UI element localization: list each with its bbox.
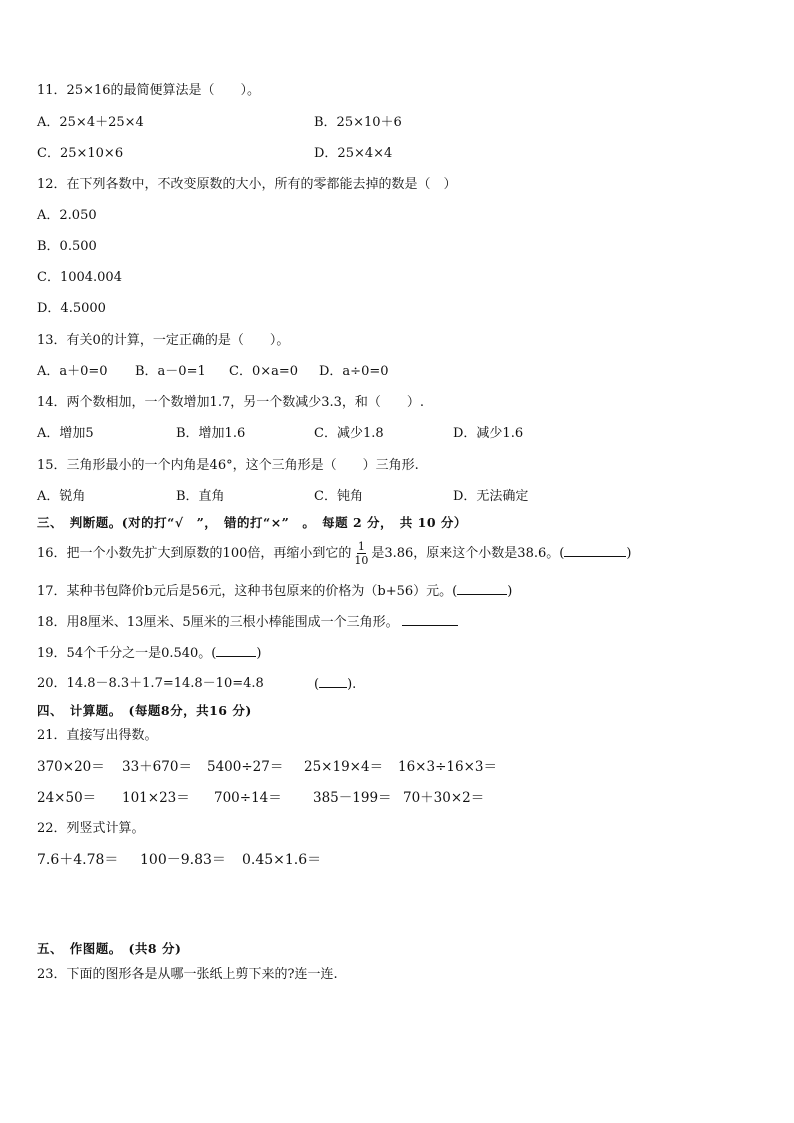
q13-option-d: D．a÷0=0: [319, 364, 389, 379]
q15-option-a: A．锐角: [37, 489, 86, 504]
q20-close-paren: ).: [347, 677, 357, 692]
q11-option-a: A．25×4＋25×4: [37, 115, 144, 130]
q13-option-b: B．a－0=1: [135, 364, 206, 379]
q22-item: 7.6＋4.78＝: [37, 852, 119, 868]
q20-answer-paren: [314, 675, 356, 694]
q22-item: 0.45×1.6＝: [242, 852, 322, 868]
q17-line: [37, 582, 512, 601]
q20-answer-blank[interactable]: [319, 675, 347, 688]
q14-option-a: A．增加5: [37, 426, 94, 441]
q15-option-b: B．直角: [176, 489, 225, 504]
q21-item: 24×50＝: [37, 790, 97, 806]
q12-option-b: B．0.500: [37, 239, 97, 254]
q16-frac-numerator: 1: [357, 540, 365, 553]
q12-option-a: A．2.050: [37, 208, 97, 223]
q23-stem: 23．下面的图形各是从哪一张纸上剪下来的?连一连.: [37, 967, 338, 982]
q19-answer-blank[interactable]: [216, 644, 256, 657]
q11-stem: 11．25×16的最简便算法是（ ）。: [37, 83, 261, 98]
q15-option-d: D．无法确定: [453, 489, 529, 504]
q12-option-c: C．1004.004: [37, 270, 122, 285]
q18-answer-blank[interactable]: [402, 613, 458, 626]
q20-text: 20．14.8－8.3＋1.7=14.8－10=4.8: [37, 676, 264, 691]
q18-line: [37, 613, 458, 632]
q21-item: 385－199＝: [313, 790, 392, 806]
q17-text: 17．某种书包降价b元后是56元，这种书包原来的价格为（b+56）元。(: [37, 584, 458, 599]
q21-item: 700÷14＝: [214, 790, 282, 806]
q14-option-c: C．减少1.8: [314, 426, 384, 441]
section4-heading: 四、 计算题。 (每题8分，共16 分): [37, 703, 252, 718]
q16-answer-blank[interactable]: [564, 544, 626, 557]
q13-option-a: A．a＋0=0: [37, 364, 108, 379]
q21-item: 370×20＝: [37, 759, 105, 775]
q14-stem: 14．两个数相加，一个数增加1.7，另一个数减少3.3，和（ ）.: [37, 395, 425, 410]
q16-text-before: 16．把一个小数先扩大到原数的100倍，再缩小到它的: [37, 546, 352, 561]
q12-option-d: D．4.5000: [37, 301, 106, 316]
q21-item: 101×23＝: [122, 790, 190, 806]
q14-option-b: B．增加1.6: [176, 426, 246, 441]
q16-frac-denominator: 10: [354, 554, 369, 567]
q11-option-c: C．25×10×6: [37, 146, 124, 161]
q14-option-d: D．减少1.6: [453, 426, 524, 441]
q11-option-d: D．25×4×4: [314, 146, 393, 161]
q22-item: 100－9.83＝: [140, 852, 226, 868]
q19-text: 19．54个千分之一是0.540。(: [37, 646, 217, 661]
q16-line: [37, 539, 631, 569]
q21-item: 16×3÷16×3＝: [398, 759, 497, 775]
section3-heading: 三、 判断题。(对的打“√ ”， 错的打“×” 。 每题 2 分， 共 10 分）: [37, 515, 467, 530]
q15-option-c: C．钝角: [314, 489, 363, 504]
q19-close-paren: ): [256, 646, 262, 661]
q11-option-b: B．25×10＋6: [314, 115, 402, 130]
q19-line: [37, 644, 261, 663]
q13-stem: 13．有关0的计算，一定正确的是（ ）。: [37, 333, 290, 348]
q16-close-paren: ): [626, 546, 632, 561]
q16-fraction: [353, 540, 369, 567]
section5-heading: 五、 作图题。 (共8 分): [37, 941, 182, 956]
q21-item: 25×19×4＝: [304, 759, 384, 775]
q21-stem: 21．直接写出得数。: [37, 728, 158, 743]
q18-text: 18．用8厘米、13厘米、5厘米的三根小棒能围成一个三角形。: [37, 615, 399, 630]
q12-stem: 12．在下列各数中，不改变原数的大小，所有的零都能去掉的数是（ ）: [37, 177, 457, 192]
q13-option-c: C．0×a=0: [229, 364, 299, 379]
q20-open-paren: (: [314, 677, 320, 692]
q21-item: 5400÷27＝: [207, 759, 284, 775]
q17-close-paren: ): [507, 584, 513, 599]
q15-stem: 15．三角形最小的一个内角是46°，这个三角形是（ ）三角形.: [37, 458, 419, 473]
q21-item: 33＋670＝: [122, 759, 192, 775]
q21-item: 70＋30×2＝: [403, 790, 485, 806]
q22-stem: 22．列竖式计算。: [37, 821, 145, 836]
q17-answer-blank[interactable]: [457, 582, 507, 595]
q16-text-after: 是3.86，原来这个小数是38.6。(: [371, 546, 565, 561]
